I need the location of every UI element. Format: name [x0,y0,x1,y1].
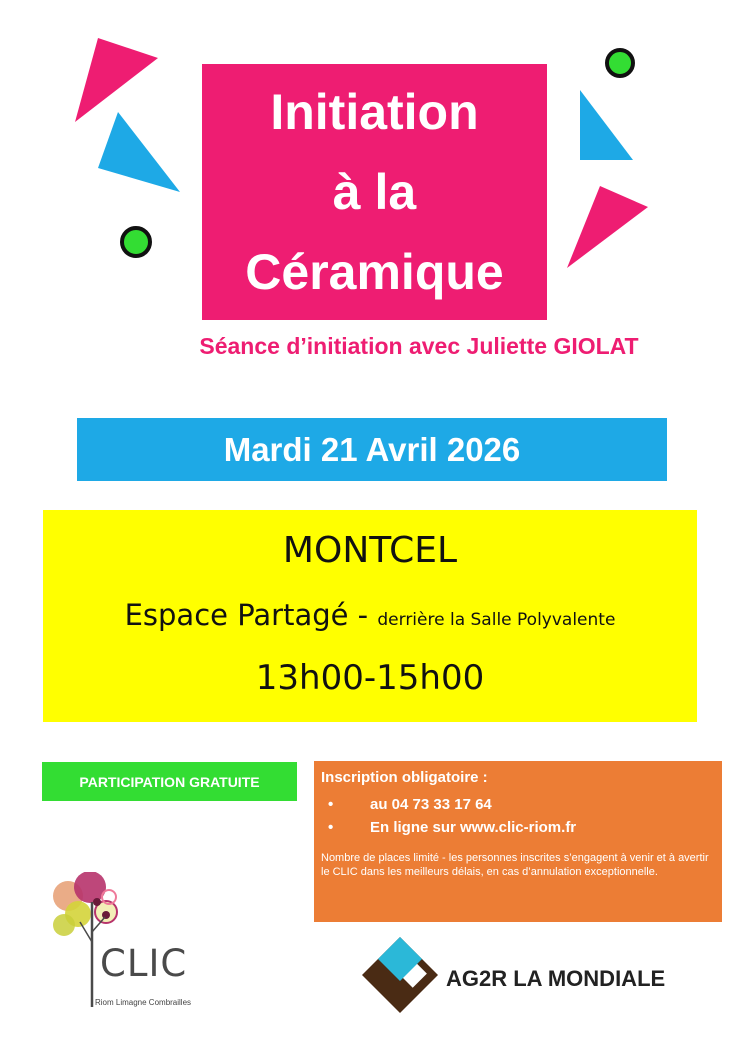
location-venue [43,598,697,632]
event-time: 13h00-15h00 [255,658,485,698]
green-dot-left [122,228,150,256]
registration-website[interactable] [321,819,712,842]
location-box [43,510,697,722]
pink-triangle-right [567,186,648,268]
registration-note: Nombre de places limité - les personnes inscrites s’engagent à venir et à avertir le CLIC dans les meilleurs délais, en cas d’annulation exceptionnelle. [321,852,709,878]
venue-name: Espace Partagé - [124,598,378,632]
free-participation-badge: PARTICIPATION GRATUITE [42,762,297,801]
registration-title: Inscription obligatoire : [321,769,488,786]
bullet: • [328,796,334,813]
title-box [202,64,547,320]
pink-triangle-top-left [75,38,158,122]
ag2r-name: AG2R LA MONDIALE [446,966,666,991]
blue-triangle-right [580,90,633,160]
clic-name: CLIC [100,942,188,985]
location-city: MONTCEL [282,530,458,571]
clic-logo [50,872,210,1012]
blue-triangle-left [98,112,180,192]
bullet: • [328,819,334,836]
clic-subtitle: Riom Limagne Combrailles [95,998,192,1007]
title-line-2: à la [332,164,417,220]
event-date: Mardi 21 Avril 2026 [77,418,667,481]
title-line-3: Céramique [245,244,504,300]
title-line-1: Initiation [270,84,479,140]
registration-website-text: En ligne sur www.clic-riom.fr [370,819,577,836]
venue-detail: derrière la Salle Polyvalente [377,610,616,630]
green-dot-right [607,50,633,76]
registration-phone[interactable] [321,796,712,819]
registration-box [314,761,722,922]
ag2r-diamond-icon [360,935,440,1025]
subtitle: Séance d’initiation avec Juliette GIOLAT [199,333,639,359]
ag2r-logo [360,935,700,1025]
registration-phone-text: au 04 73 33 17 64 [370,796,492,813]
